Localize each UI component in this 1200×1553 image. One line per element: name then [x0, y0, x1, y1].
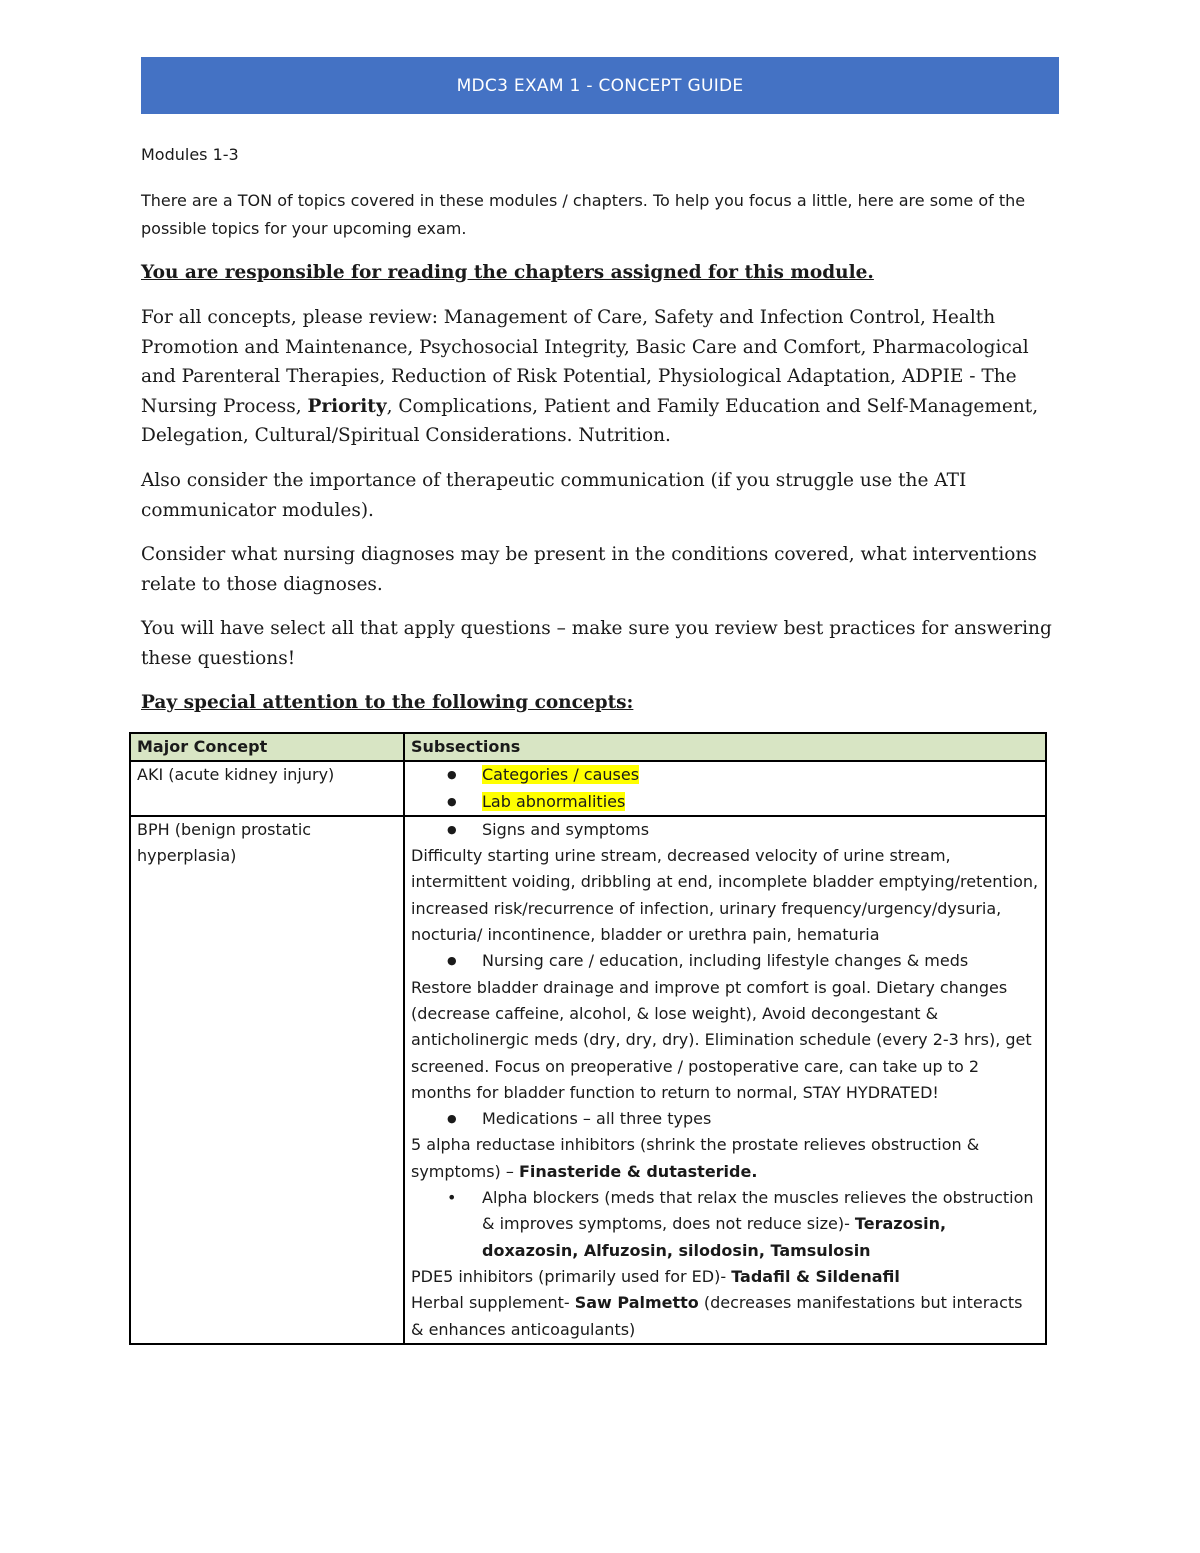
pde5-text: PDE5 inhibitors (primarily used for ED)- — [411, 1266, 732, 1286]
herbal-after: (decreases manifestations but interacts & enhances anticoagulants) — [411, 1293, 1023, 1339]
herbal-text: Herbal supplement- — [411, 1293, 575, 1313]
list-item — [411, 762, 1039, 788]
header-subsections: Subsections — [404, 733, 1046, 761]
table-header-row — [130, 733, 1046, 761]
aki-item-labs: Lab abnormalities — [482, 791, 626, 811]
aki-item-categories: Categories / causes — [482, 765, 640, 785]
modules-line: Modules 1-3 — [141, 145, 239, 164]
pde5-drugs: Tadafil & Sildenafil — [731, 1266, 900, 1286]
five-alpha-text: 5 alpha reductase inhibitors (shrink the prostate relieves obstruction & symptoms) – — [411, 1135, 980, 1181]
header-major-concept: Major Concept — [130, 733, 404, 761]
concepts-review-text-end: , Complications, Patient and Family Education and Self-Management, Delegation, Cultural/Spiritual Considerations. Nutrition. — [141, 395, 1039, 446]
bph-meds-list — [411, 1106, 1039, 1132]
header-banner — [141, 57, 1059, 114]
alpha-blockers-text: Alpha blockers (meds that relax the muscles relieves the obstruction & improves symptoms, does not reduce size)- — [482, 1188, 1034, 1234]
bph-signs-list — [411, 817, 1039, 843]
bph-signs-text: Difficulty starting urine stream, decreased velocity of urine stream, intermittent voiding, dribbling at end, incomplete bladder emptying/retention, increased risk/recurrence of infection, urinary frequency/urgency/dysuria, nocturia/ incontinence, bladder or urethra pain, hematuria — [411, 846, 1039, 945]
concepts-review-paragraph — [141, 303, 1061, 451]
priority-emphasis: Priority — [307, 395, 387, 417]
communication-paragraph: Also consider the importance of therapeutic communication (if you struggle use the ATI communicator modules). — [141, 470, 967, 521]
aki-subsections — [404, 761, 1046, 816]
attention-heading: Pay special attention to the following concepts: — [141, 692, 634, 713]
responsible-notice: You are responsible for reading the chapters assigned for this module. — [141, 262, 874, 283]
intro-paragraph: There are a TON of topics covered in these modules / chapters. To help you focus a little, here are some of the possible topics for your upcoming exam. — [141, 191, 1026, 238]
list-item — [411, 1185, 1039, 1264]
document-title: MDC3 EXAM 1 - CONCEPT GUIDE — [456, 75, 744, 96]
alpha-blockers-drugs: Terazosin, doxazosin, Alfuzosin, silodosin, Tamsulosin — [482, 1214, 947, 1260]
table-row — [130, 816, 1046, 1344]
concepts-table — [129, 732, 1047, 1345]
diagnoses-paragraph: Consider what nursing diagnoses may be present in the conditions covered, what interventions relate to those diagnoses. — [141, 544, 1037, 595]
list-item: ● Signs and symptoms — [411, 817, 1039, 843]
list-item — [411, 789, 1039, 815]
table-row — [130, 761, 1046, 816]
bph-care-list — [411, 948, 1039, 974]
list-item: ● Nursing care / education, including lifestyle changes & meds — [411, 948, 1039, 974]
bph-herbal — [411, 1290, 1039, 1343]
bph-care-text: Restore bladder drainage and improve pt comfort is goal. Dietary changes (decrease caffeine, alcohol, & lose weight), Avoid decongestant & anticholinergic meds (dry, dry, dry). Elimination schedule (every 2-3 hrs), get screened. Focus on preoperative / postoperative care, can take up to 2 months for bladder function to return to normal, STAY HYDRATED! — [411, 977, 1032, 1102]
aki-concept: AKI (acute kidney injury) — [130, 761, 404, 816]
bph-five-alpha — [411, 1132, 1039, 1185]
bph-concept: BPH (benign prostatic hyperplasia) — [130, 816, 404, 1344]
bph-alpha-blockers-list — [411, 1185, 1039, 1264]
list-item: ● Medications – all three types — [411, 1106, 1039, 1132]
concepts-review-text: For all concepts, please review: Management of Care, Safety and Infection Control, Health Promotion and Maintenance, Psychosocial Integrity, Basic Care and Comfort, Pharmacological and Parenteral Therapies, Reduction of Risk Potential, Physiological Adaptation, ADPIE - The Nursing Process, — [141, 307, 1029, 417]
bph-pde5 — [411, 1264, 1039, 1290]
five-alpha-drugs: Finasteride & dutasteride. — [518, 1161, 758, 1181]
bph-subsections — [404, 816, 1046, 1344]
herbal-name: Saw Palmetto — [574, 1293, 699, 1313]
sata-paragraph: You will have select all that apply questions – make sure you review best practices for answering these questions! — [141, 618, 1052, 669]
aki-bullet-list — [411, 762, 1039, 815]
